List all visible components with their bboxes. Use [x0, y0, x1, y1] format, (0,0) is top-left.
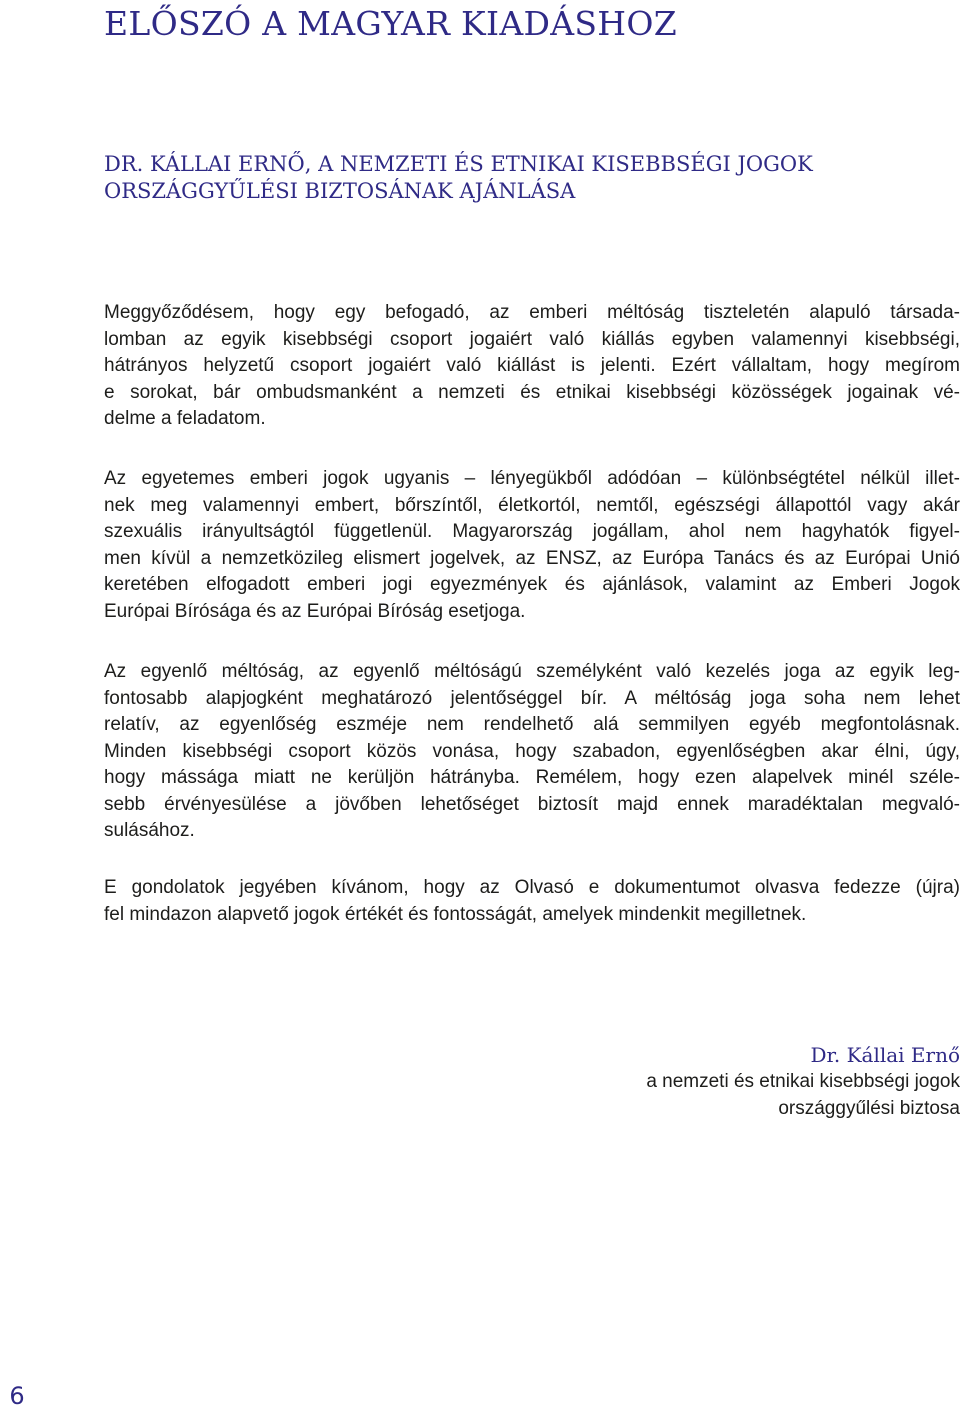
text-line: E gondolatok jegyében kívánom, hogy az Olvasó e dokumentumot olvasva fedezze (újra) [104, 877, 960, 898]
text-line: delme a feladatom. [104, 408, 266, 429]
text-line: Minden kisebbségi csoport közös vonása, hogy szabadon, egyenlőségben akar élni, úgy, [104, 740, 960, 762]
text-line: sebb érvényesülése a jövőben lehetőséget biztosít majd ennek maradéktalan megvaló- [104, 793, 960, 815]
text-line: nek meg valamennyi embert, bőrszíntől, életkortól, nemtől, egészségi állapottól vagy akár [104, 494, 960, 516]
page-number: 6 [9, 1382, 25, 1410]
text-line: e sorokat, bár ombudsmanként a nemzeti és etnikai kisebbségi közösségek jogainak vé- [104, 381, 960, 403]
signature-name: Dr. Kállai Ernő [810, 1043, 960, 1067]
section-heading-line: ORSZÁGGYŰLÉSI BIZTOSÁNAK AJÁNLÁSA [104, 179, 576, 203]
paragraph-4 [104, 875, 960, 928]
paragraph-3 [104, 659, 960, 845]
text-line: lomban az egyik kisebbségi csoport jogaiért való kiállás egyben valamennyi kisebbségi, [104, 328, 960, 350]
text-line: fontosabb alapjogként meghatározó jelentőséggel bír. A méltóság joga soha nem lehet [104, 687, 960, 709]
text-line: keretében elfogadott emberi jogi egyezmények és ajánlások, valamint az Emberi Jogok [104, 574, 960, 595]
text-line: szexuális irányultságtól függetlenül. Magyarország jogállam, ahol nem hagyhatók figyel- [104, 521, 960, 542]
page-title: ELŐSZÓ A MAGYAR KIADÁSHOZ [104, 4, 677, 43]
text-line: relatív, az egyenlőség eszméje nem rendelhető alá semmilyen egyéb megfontolásnak. [104, 714, 960, 735]
paragraph-1 [104, 300, 960, 433]
text-line: hátrányos helyzetű csoport jogaiért való kiállást is jelenti. Ezért vállaltam, hogy megírom [104, 355, 960, 376]
section-heading-line: DR. KÁLLAI ERNŐ, A NEMZETI ÉS ETNIKAI KISEBBSÉGI JOGOK [104, 152, 813, 176]
text-line: sulásához. [104, 820, 195, 841]
paragraph-2 [104, 466, 960, 625]
section-heading [104, 151, 864, 205]
text-line: Meggyőződésem, hogy egy befogadó, az emberi méltóság tiszteletén alapuló társada- [104, 302, 960, 323]
text-line: Az egyetemes emberi jogok ugyanis – lényegükből adódóan – különbségtétel nélkül illet- [104, 468, 960, 489]
text-line: Az egyenlő méltóság, az egyenlő méltóságú személyként való kezelés joga az egyik leg- [104, 661, 960, 682]
signature-role-line: a nemzeti és etnikai kisebbségi jogok [646, 1071, 960, 1092]
text-line: men kívül a nemzetközileg elismert jogelvek, az ENSZ, az Európa Tanács és az Európai Unió [104, 547, 960, 569]
text-line: hogy mássága miatt ne kerüljön hátrányba. Remélem, hogy ezen alapelvek minél széle- [104, 767, 960, 788]
signature-role-line: országgyűlési biztosa [778, 1097, 960, 1119]
text-line: Európai Bírósága és az Európai Bíróság esetjoga. [104, 600, 526, 622]
signature-block [646, 1041, 960, 1122]
text-line: fel mindazon alapvető jogok értékét és fontosságát, amelyek mindenkit megilletnek. [104, 903, 807, 925]
